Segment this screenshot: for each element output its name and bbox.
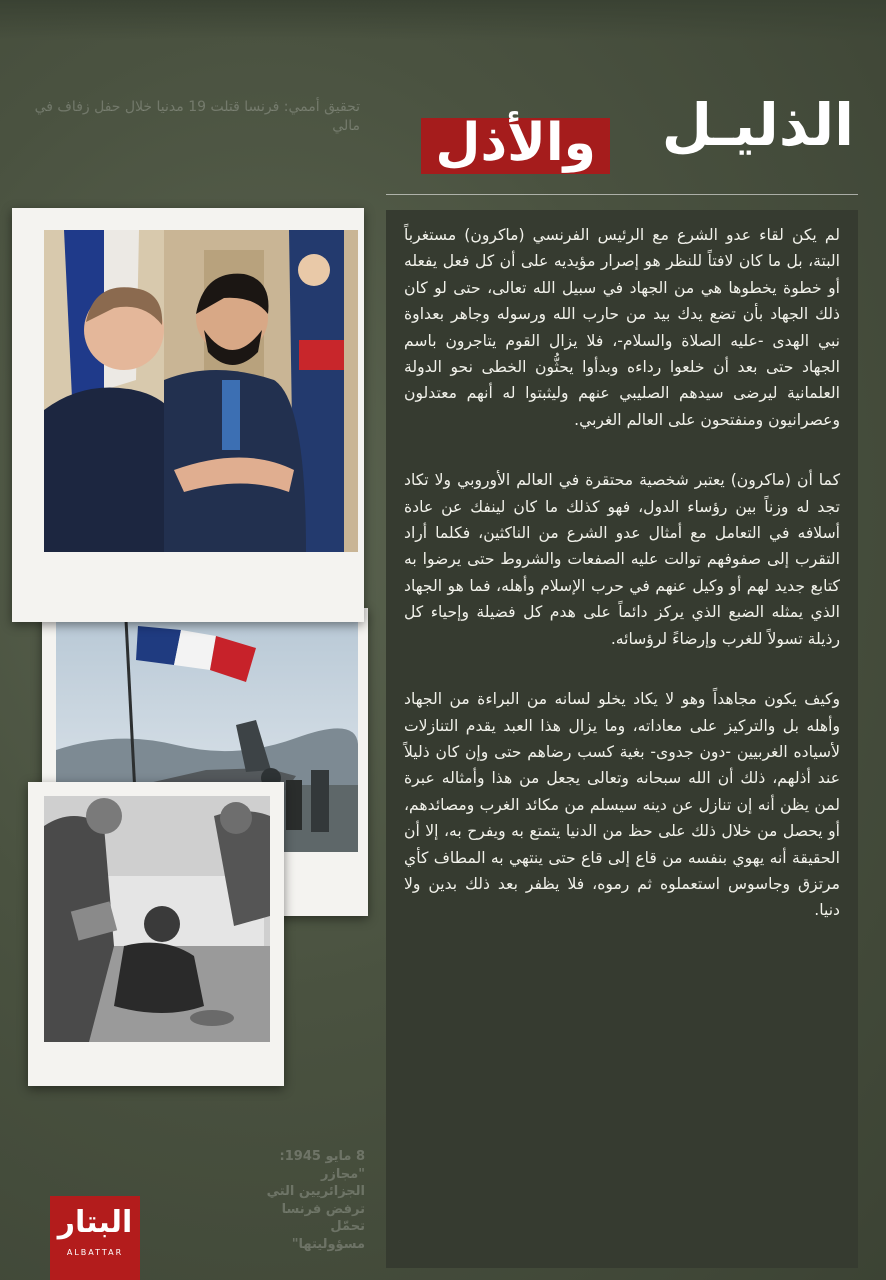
page-title [380, 88, 860, 188]
article-paragraph-2: كما أن (ماكرون) يعتبر شخصية محتقرة في العالم الأوروبي ولا تكاد تجد له وزناً بين رؤساء الدول، فهو كذلك ما كان لينفك عن عادة أسلافه في التعامل مع أمثال عدو الشرع من الناكثين، فكلما أراد التقرب إلى صفوفهم توالت عليه الصفعات والشروط حتى يرضوا به كتابع جديد لهم أو وكيل عنهم في حرب الإسلام وأهله، فما هو الجهاد الذي يمثله الضبع الذي يركز دائماً على هدم كل فضيلة وإحياء كل رذيلة تسولاً للغرب وإرضاءً لرؤسائه. [404, 471, 840, 648]
photo-meeting [44, 230, 358, 552]
background-caption-top [34, 98, 360, 136]
background-caption-top-line2: مالي [332, 117, 360, 134]
title-divider [386, 194, 858, 195]
background-caption-bottom-line2: ترفض فرنسا تحمّل مسؤوليتها" [281, 1201, 365, 1252]
title-main: الذليـل [661, 91, 854, 159]
background-caption-bottom [255, 1148, 365, 1253]
polaroid-photo-meeting [12, 208, 364, 622]
title-highlight: والأذل [421, 118, 610, 174]
photo-historical [44, 796, 270, 1042]
logo-latin-text: ALBATTAR [66, 1248, 124, 1257]
background-caption-top-line1: تحقيق أممي: فرنسا قتلت 19 مدنيا خلال حفل زفاف في [34, 99, 360, 115]
logo-arabic-text: البتار [57, 1205, 133, 1240]
albattar-logo [50, 1196, 140, 1280]
background-caption-bottom-line1: 8 مايو 1945: "مجازر الجزائريين التي [266, 1149, 365, 1200]
background-gradient [0, 0, 886, 40]
article-paragraph-3: وكيف يكون مجاهداً وهو لا يكاد يخلو لسانه من البراءة من الجهاد وأهله بل والتركيز على معاداته، وما يزال هذا العبد يقدم التنازلات لأسياده الغربيين -دون جدوى- بغية كسب رضاهم حتى وإن كان ذليلاً عند أذلهم، ذلك أن الله سبحانه وتعالى يجعل من هذا وأمثاله عبرة لمن يظن أنه إن تنازل عن دينه سيسلم من مكائد الغرب ومصائدهم، أو يحصل من خلال ذلك على حظ من الدنيا يتمتع به ويفرح به، إلا أن الحقيقة أنه يهوي بنفسه من قاع إلى قاع حتى ينتهي به المطاف كأي مرتزق وجاسوس استعملوه ثم رموه، فلا يظفر بعد ذلك بدين ولا دنيا. [404, 690, 840, 920]
polaroid-photo-historical [28, 782, 284, 1086]
article-paragraph-1: لم يكن لقاء عدو الشرع مع الرئيس الفرنسي (ماكرون) مستغرباً البتة، بل ما كان لافتاً للنظر هو إصرار مؤيديه على أن كل فعل يفعله أو خطوة يخطوها هي من الجهاد في سبيل الله تعالى، حتى لو كان ذلك الجهاد بأن تضع يدك بيد من حارب الله ورسوله وجاهر بعداوة نبي الهدى -عليه الصلاة والسلام-، فلا يزال القوم يتاجرون باسم الجهاد حتى بعد أن خلعوا رداءه وبدأوا يحثُّون الخطى نحو الدولة العلمانية ليرضى سيدهم الصليبي عنهم وليثبتوا له أنهم معتدلون وعصرانيون ومنفتحون على العالم الغربي. [404, 226, 840, 429]
article-panel [386, 210, 858, 1268]
